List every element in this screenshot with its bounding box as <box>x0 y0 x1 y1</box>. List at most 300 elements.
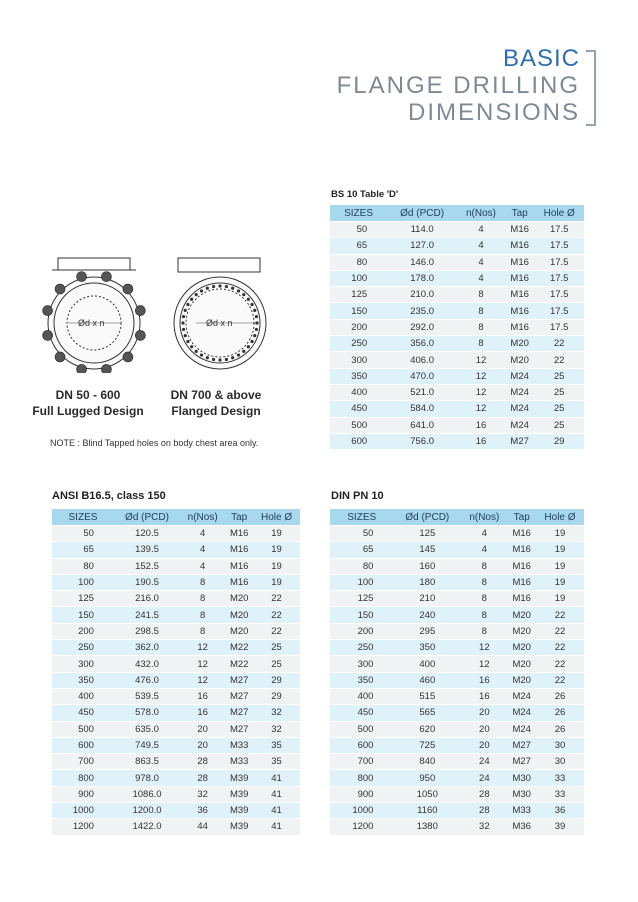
hole-cell: 30 <box>536 738 584 753</box>
table-row <box>330 689 584 704</box>
table-row <box>330 722 584 737</box>
lug-icon <box>43 330 53 340</box>
bolt-hole-icon <box>225 358 228 361</box>
header-hole-col: Hole Ø <box>536 509 584 525</box>
hole-cell: 41 <box>253 803 300 818</box>
hole-cell: 29 <box>253 689 300 704</box>
pcd-cell: 210 <box>393 591 461 606</box>
size-cell: 50 <box>330 222 387 237</box>
size-cell: 600 <box>52 738 114 753</box>
tap-cell: M20 <box>225 591 253 606</box>
pcd-cell: 350 <box>393 640 461 655</box>
hole-cell: 25 <box>253 656 300 671</box>
bolt-hole-icon <box>250 303 253 306</box>
table-row <box>52 689 300 704</box>
size-cell: 80 <box>330 255 387 270</box>
hole-cell: 19 <box>536 591 584 606</box>
pcd-cell: 127.0 <box>387 238 457 253</box>
bolt-hole-icon <box>195 293 198 296</box>
pcd-cell: 584.0 <box>387 401 457 416</box>
left-label-line2: Full Lugged Design <box>32 404 144 418</box>
size-cell: 700 <box>52 754 114 769</box>
header-pcd-col: Ød (PCD) <box>393 509 461 525</box>
tap-cell: M20 <box>505 352 534 367</box>
bolt-hole-icon <box>184 334 187 337</box>
size-cell: 125 <box>330 287 387 302</box>
pcd-cell: 400 <box>393 656 461 671</box>
table-row <box>330 787 584 802</box>
tap-cell: M20 <box>507 607 536 622</box>
size-cell: 50 <box>330 526 393 541</box>
nos-cell: 4 <box>180 542 225 557</box>
table-row <box>330 656 584 671</box>
pcd-cell: 139.5 <box>114 542 180 557</box>
bolt-hole-icon <box>195 350 198 353</box>
hole-cell: 35 <box>253 738 300 753</box>
pcd-cell: 210.0 <box>387 287 457 302</box>
hole-cell: 22 <box>534 352 584 367</box>
nos-cell: 20 <box>461 722 507 737</box>
nos-cell: 12 <box>180 656 225 671</box>
header-size-col: SIZES <box>330 509 393 525</box>
lug-icon <box>123 352 133 362</box>
size-cell: 1200 <box>52 819 114 834</box>
nos-cell: 8 <box>180 624 225 639</box>
bolt-hole-icon <box>218 284 221 287</box>
pcd-cell: 120.5 <box>114 526 180 541</box>
pcd-cell: 578.0 <box>114 705 180 720</box>
title-line-2: FLANGE DRILLING <box>336 72 580 99</box>
nos-cell: 4 <box>457 271 505 286</box>
tap-cell: M16 <box>507 591 536 606</box>
pcd-cell: 1200.0 <box>114 803 180 818</box>
pcd-cell: 241.5 <box>114 607 180 622</box>
table-row <box>52 640 300 655</box>
nos-cell: 16 <box>180 689 225 704</box>
hole-cell: 17.5 <box>534 255 584 270</box>
bolt-hole-icon <box>184 309 187 312</box>
tap-cell: M33 <box>225 754 253 769</box>
nos-cell: 32 <box>180 787 225 802</box>
hole-cell: 19 <box>536 559 584 574</box>
nos-cell: 12 <box>180 640 225 655</box>
pcd-cell: 539.5 <box>114 689 180 704</box>
nos-cell: 12 <box>457 369 505 384</box>
hole-cell: 25 <box>534 418 584 433</box>
table-row <box>330 705 584 720</box>
bolt-hole-icon <box>182 328 185 331</box>
pcd-cell: 292.0 <box>387 320 457 335</box>
tap-cell: M16 <box>225 575 253 590</box>
table-row <box>330 320 584 335</box>
table-row <box>330 819 584 834</box>
size-cell: 500 <box>330 418 387 433</box>
tap-cell: M27 <box>225 705 253 720</box>
pcd-cell: 362.0 <box>114 640 180 655</box>
page-title <box>337 46 580 126</box>
pcd-cell: 190.5 <box>114 575 180 590</box>
tap-cell: M39 <box>225 770 253 785</box>
size-cell: 400 <box>330 385 387 400</box>
lug-icon <box>55 352 65 362</box>
size-cell: 200 <box>330 320 387 335</box>
tap-cell: M16 <box>507 526 536 541</box>
bolt-hole-icon <box>190 298 193 301</box>
table-row <box>330 607 584 622</box>
hole-cell: 19 <box>253 526 300 541</box>
size-cell: 900 <box>52 787 114 802</box>
pcd-cell: 216.0 <box>114 591 180 606</box>
tap-cell: M16 <box>505 222 534 237</box>
size-cell: 200 <box>330 624 393 639</box>
size-cell: 250 <box>330 640 393 655</box>
pcd-cell: 295 <box>393 624 461 639</box>
size-cell: 100 <box>330 575 393 590</box>
nos-cell: 28 <box>180 754 225 769</box>
table-header-row <box>330 509 584 525</box>
hole-cell: 32 <box>253 705 300 720</box>
tap-cell: M20 <box>507 673 536 688</box>
hole-cell: 25 <box>534 401 584 416</box>
table-row <box>330 336 584 351</box>
pcd-cell: 114.0 <box>387 222 457 237</box>
pcd-cell: 235.0 <box>387 303 457 318</box>
table-row <box>330 526 584 541</box>
lug-icon <box>43 306 53 316</box>
left-callout: Ød x n <box>78 318 105 328</box>
size-cell: 800 <box>52 770 114 785</box>
nos-cell: 16 <box>457 418 505 433</box>
pcd-cell: 356.0 <box>387 336 457 351</box>
hole-cell: 36 <box>536 803 584 818</box>
title-bracket <box>586 50 596 126</box>
nos-cell: 4 <box>180 526 225 541</box>
tap-cell: M27 <box>507 754 536 769</box>
hole-cell: 41 <box>253 770 300 785</box>
tap-cell: M16 <box>505 287 534 302</box>
bolt-hole-icon <box>253 309 256 312</box>
table-row <box>52 591 300 606</box>
pcd-cell: 565 <box>393 705 461 720</box>
nos-cell: 20 <box>180 738 225 753</box>
size-cell: 450 <box>330 705 393 720</box>
size-cell: 1000 <box>52 803 114 818</box>
table-row <box>330 640 584 655</box>
nos-cell: 28 <box>180 770 225 785</box>
table-row <box>52 575 300 590</box>
table-row <box>330 624 584 639</box>
table-row <box>330 575 584 590</box>
header-size-col: SIZES <box>52 509 114 525</box>
size-cell: 450 <box>330 401 387 416</box>
pcd-cell: 749.5 <box>114 738 180 753</box>
tap-cell: M16 <box>225 559 253 574</box>
table-row <box>330 434 584 449</box>
table-row <box>330 303 584 318</box>
header-hole-col: Hole Ø <box>534 205 584 221</box>
bolt-hole-icon <box>237 289 240 292</box>
table-row <box>52 705 300 720</box>
hole-cell: 19 <box>536 575 584 590</box>
pcd-cell: 145 <box>393 542 461 557</box>
nos-cell: 20 <box>461 705 507 720</box>
header-hole-col: Hole Ø <box>253 509 300 525</box>
hole-cell: 22 <box>253 607 300 622</box>
hole-cell: 25 <box>534 369 584 384</box>
table-row <box>330 738 584 753</box>
table-row <box>52 803 300 818</box>
tap-cell: M30 <box>507 787 536 802</box>
size-cell: 100 <box>52 575 114 590</box>
nos-cell: 28 <box>461 787 507 802</box>
nos-cell: 8 <box>180 591 225 606</box>
nos-cell: 12 <box>461 640 507 655</box>
hole-cell: 41 <box>253 787 300 802</box>
tap-cell: M16 <box>225 526 253 541</box>
tap-cell: M20 <box>507 640 536 655</box>
tap-cell: M24 <box>505 418 534 433</box>
nos-cell: 12 <box>461 656 507 671</box>
table-row <box>52 542 300 557</box>
nos-cell: 8 <box>461 591 507 606</box>
tap-cell: M33 <box>225 738 253 753</box>
nos-cell: 20 <box>180 722 225 737</box>
table-row <box>330 673 584 688</box>
pcd-cell: 470.0 <box>387 369 457 384</box>
table-row <box>52 819 300 834</box>
bolt-hole-icon <box>255 315 258 318</box>
pcd-cell: 460 <box>393 673 461 688</box>
table-row <box>330 287 584 302</box>
hole-cell: 41 <box>253 819 300 834</box>
title-line-3: DIMENSIONS <box>407 99 580 126</box>
nos-cell: 16 <box>461 673 507 688</box>
hole-cell: 33 <box>536 770 584 785</box>
tap-cell: M27 <box>225 689 253 704</box>
din-title: DIN PN 10 <box>331 490 384 502</box>
bolt-hole-icon <box>182 315 185 318</box>
tap-cell: M30 <box>507 770 536 785</box>
nos-cell: 24 <box>461 754 507 769</box>
size-cell: 900 <box>330 787 393 802</box>
table-header-row <box>330 205 584 221</box>
table-row <box>330 559 584 574</box>
size-cell: 80 <box>330 559 393 574</box>
pcd-cell: 725 <box>393 738 461 753</box>
pcd-cell: 641.0 <box>387 418 457 433</box>
hole-cell: 22 <box>536 607 584 622</box>
lug-icon <box>77 272 87 282</box>
pcd-cell: 160 <box>393 559 461 574</box>
pcd-cell: 1380 <box>393 819 461 834</box>
tap-cell: M20 <box>225 624 253 639</box>
tap-cell: M20 <box>507 656 536 671</box>
hole-cell: 17.5 <box>534 271 584 286</box>
tap-cell: M20 <box>507 624 536 639</box>
nos-cell: 32 <box>461 819 507 834</box>
hole-cell: 22 <box>536 640 584 655</box>
nos-cell: 16 <box>180 705 225 720</box>
bolt-hole-icon <box>200 289 203 292</box>
tap-cell: M20 <box>225 607 253 622</box>
bolt-hole-icon <box>250 340 253 343</box>
size-cell: 1200 <box>330 819 393 834</box>
nos-cell: 8 <box>457 320 505 335</box>
hole-cell: 26 <box>536 722 584 737</box>
din-table <box>330 508 584 836</box>
table-header-row <box>52 509 300 525</box>
bolt-hole-icon <box>190 345 193 348</box>
tap-cell: M27 <box>225 722 253 737</box>
bolt-hole-icon <box>181 321 184 324</box>
nos-cell: 16 <box>457 434 505 449</box>
tap-cell: M16 <box>507 575 536 590</box>
tap-cell: M39 <box>225 803 253 818</box>
hole-cell: 22 <box>536 656 584 671</box>
pcd-cell: 432.0 <box>114 656 180 671</box>
hole-cell: 19 <box>253 542 300 557</box>
note-text: NOTE : Blind Tapped holes on body chest area only. <box>50 438 259 448</box>
table-row <box>330 369 584 384</box>
nos-cell: 8 <box>461 607 507 622</box>
table-row <box>52 559 300 574</box>
hole-cell: 32 <box>253 722 300 737</box>
hole-cell: 33 <box>536 787 584 802</box>
hole-cell: 39 <box>536 819 584 834</box>
tap-cell: M16 <box>505 271 534 286</box>
header-pcd-col: Ød (PCD) <box>114 509 180 525</box>
lug-icon <box>101 364 111 373</box>
table-row <box>330 591 584 606</box>
lug-icon <box>123 284 133 294</box>
tap-cell: M16 <box>505 255 534 270</box>
hole-cell: 22 <box>536 624 584 639</box>
left-drawing-label <box>28 387 148 419</box>
bolt-hole-icon <box>206 287 209 290</box>
size-cell: 50 <box>52 526 114 541</box>
size-cell: 350 <box>52 673 114 688</box>
bs10-title: BS 10 Table 'D' <box>331 189 399 200</box>
table-row <box>330 255 584 270</box>
nos-cell: 12 <box>180 673 225 688</box>
table-row <box>330 385 584 400</box>
table-row <box>52 607 300 622</box>
bolt-hole-icon <box>200 353 203 356</box>
header-pcd-col: Ød (PCD) <box>387 205 457 221</box>
tap-cell: M39 <box>225 819 253 834</box>
nos-cell: 44 <box>180 819 225 834</box>
size-cell: 1000 <box>330 803 393 818</box>
nos-cell: 4 <box>457 238 505 253</box>
right-label-line2: Flanged Design <box>171 404 261 418</box>
nos-cell: 12 <box>457 401 505 416</box>
header-size-col: SIZES <box>330 205 387 221</box>
header-nos-col: n(Nos) <box>457 205 505 221</box>
lug-icon <box>55 284 65 294</box>
bolt-hole-icon <box>231 287 234 290</box>
table-row <box>330 271 584 286</box>
nos-cell: 8 <box>461 624 507 639</box>
pcd-cell: 146.0 <box>387 255 457 270</box>
nos-cell: 8 <box>461 559 507 574</box>
bolt-hole-icon <box>212 285 215 288</box>
size-cell: 300 <box>52 656 114 671</box>
hole-cell: 29 <box>253 673 300 688</box>
hole-cell: 17.5 <box>534 222 584 237</box>
size-cell: 150 <box>330 607 393 622</box>
nos-cell: 16 <box>461 689 507 704</box>
bolt-hole-icon <box>247 298 250 301</box>
bolt-hole-icon <box>186 303 189 306</box>
nos-cell: 4 <box>457 222 505 237</box>
table-row <box>330 352 584 367</box>
nos-cell: 4 <box>461 526 507 541</box>
nos-cell: 8 <box>180 575 225 590</box>
bolt-hole-icon <box>253 334 256 337</box>
bolt-hole-icon <box>225 285 228 288</box>
tap-cell: M22 <box>225 656 253 671</box>
pcd-cell: 756.0 <box>387 434 457 449</box>
hole-cell: 19 <box>253 559 300 574</box>
pcd-cell: 1086.0 <box>114 787 180 802</box>
pcd-cell: 1050 <box>393 787 461 802</box>
tap-cell: M16 <box>507 559 536 574</box>
right-label-line1: DN 700 & above <box>170 388 262 402</box>
hole-cell: 17.5 <box>534 287 584 302</box>
lug-icon <box>135 330 145 340</box>
size-cell: 800 <box>330 770 393 785</box>
tap-cell: M24 <box>505 401 534 416</box>
size-cell: 65 <box>330 542 393 557</box>
bolt-hole-icon <box>237 353 240 356</box>
pcd-cell: 521.0 <box>387 385 457 400</box>
tap-cell: M27 <box>507 738 536 753</box>
lugged-flange-drawing <box>38 255 150 373</box>
hole-cell: 17.5 <box>534 320 584 335</box>
pcd-cell: 620 <box>393 722 461 737</box>
size-cell: 600 <box>330 738 393 753</box>
nos-cell: 12 <box>457 352 505 367</box>
lug-icon <box>135 306 145 316</box>
hole-cell: 22 <box>534 336 584 351</box>
tap-cell: M16 <box>225 542 253 557</box>
pcd-cell: 240 <box>393 607 461 622</box>
header-tap-col: Tap <box>505 205 534 221</box>
size-cell: 200 <box>52 624 114 639</box>
size-cell: 350 <box>330 369 387 384</box>
size-cell: 700 <box>330 754 393 769</box>
table-row <box>52 722 300 737</box>
lug-icon <box>77 364 87 373</box>
nos-cell: 36 <box>180 803 225 818</box>
nos-cell: 8 <box>461 575 507 590</box>
bolt-hole-icon <box>218 358 221 361</box>
hole-cell: 17.5 <box>534 238 584 253</box>
hole-cell: 19 <box>536 542 584 557</box>
tap-cell: M24 <box>505 385 534 400</box>
size-cell: 80 <box>52 559 114 574</box>
size-cell: 250 <box>330 336 387 351</box>
tap-cell: M16 <box>505 238 534 253</box>
bolt-hole-icon <box>206 356 209 359</box>
header-nos-col: n(Nos) <box>180 509 225 525</box>
hole-cell: 25 <box>253 640 300 655</box>
table-row <box>330 222 584 237</box>
title-line-1: BASIC <box>502 45 580 72</box>
pcd-cell: 950 <box>393 770 461 785</box>
size-cell: 600 <box>330 434 387 449</box>
tap-cell: M39 <box>225 787 253 802</box>
